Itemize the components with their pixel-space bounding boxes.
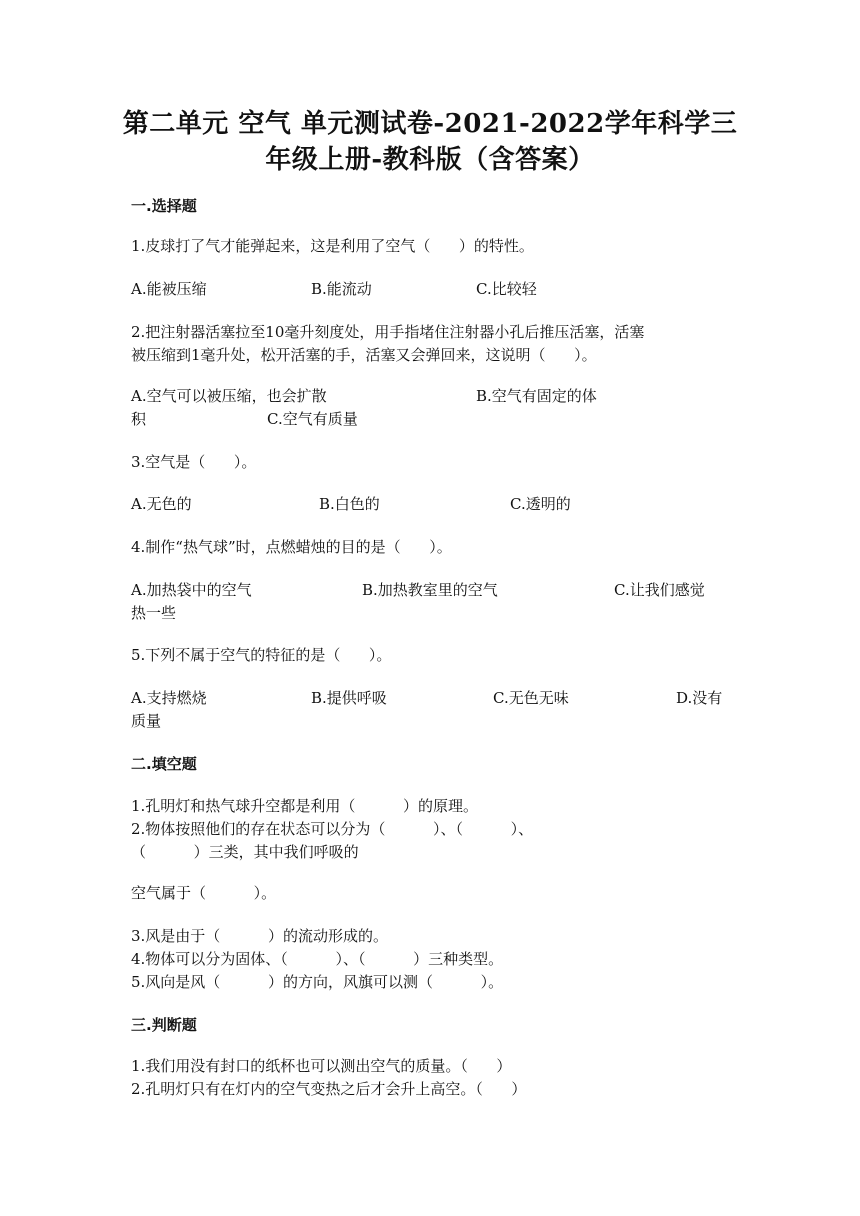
question-3-option-c: C.透明的	[510, 495, 571, 513]
question-2-stem-line-2: 被压缩到1毫升处，松开活塞的手，活塞又会弹回来，这说明（ ）。	[131, 346, 597, 364]
judge-question-2: 2.孔明灯只有在灯内的空气变热之后才会升上高空。（ ）	[131, 1080, 527, 1098]
fill-question-2-line-3: 空气属于（ ）。	[131, 884, 277, 902]
question-3-option-a: A.无色的	[131, 495, 192, 513]
section-heading-choice: 一.选择题	[131, 197, 197, 215]
judge-question-1: 1.我们用没有封口的纸杯也可以测出空气的质量。（ ）	[131, 1057, 512, 1075]
question-4-option-c: C.让我们感觉	[614, 581, 705, 599]
question-1-option-b: B.能流动	[311, 280, 372, 298]
question-1-option-a: A.能被压缩	[131, 280, 207, 298]
fill-question-4: 4.物体可以分为固体、（ ）、（ ）三种类型。	[131, 950, 504, 968]
section-heading-true-false: 三.判断题	[131, 1016, 197, 1034]
question-5-option-c: C.无色无味	[493, 689, 569, 707]
fill-question-5: 5.风向是风（ ）的方向，风旗可以测（ ）。	[131, 973, 504, 991]
question-2-option-b: B.空气有固定的体	[476, 387, 597, 405]
section-heading-fill-in: 二.填空题	[131, 755, 197, 773]
question-2-option-b-wrap: 积	[131, 410, 147, 428]
fill-question-2-line-2: （ ）三类，其中我们呼吸的	[131, 843, 359, 861]
question-3-option-b: B.白色的	[319, 495, 380, 513]
fill-question-3: 3.风是由于（ ）的流动形成的。	[131, 927, 388, 945]
exam-title-line-1: 第二单元 空气 单元测试卷-2021-2022学年科学三	[122, 109, 738, 139]
question-5-option-b: B.提供呼吸	[311, 689, 387, 707]
question-5-option-d: D.没有	[676, 689, 723, 707]
exam-title-line-2: 年级上册-教科版（含答案）	[265, 145, 595, 175]
question-3-stem: 3.空气是（ ）。	[131, 453, 257, 471]
question-4-option-b: B.加热教室里的空气	[362, 581, 498, 599]
question-4-stem: 4.制作“热气球”时，点燃蜡烛的目的是（ ）。	[131, 538, 452, 556]
question-2-option-a: A.空气可以被压缩，也会扩散	[131, 387, 327, 405]
question-5-stem: 5.下列不属于空气的特征的是（ ）。	[131, 646, 392, 664]
fill-question-2-line-1: 2.物体按照他们的存在状态可以分为（ ）、（ ）、	[131, 820, 534, 838]
question-2-stem-line-1: 2.把注射器活塞拉至10毫升刻度处，用手指堵住注射器小孔后推压活塞，活塞	[131, 323, 645, 341]
question-5-option-a: A.支持燃烧	[131, 689, 207, 707]
question-4-option-c-wrap: 热一些	[131, 604, 177, 622]
question-1-option-c: C.比较轻	[476, 280, 537, 298]
question-1-stem: 1.皮球打了气才能弹起来，这是利用了空气（ ）的特性。	[131, 237, 534, 255]
question-5-option-d-wrap: 质量	[131, 712, 162, 730]
question-4-option-a: A.加热袋中的空气	[131, 581, 252, 599]
question-2-option-c: C.空气有质量	[267, 410, 358, 428]
fill-question-1: 1.孔明灯和热气球升空都是利用（ ）的原理。	[131, 797, 478, 815]
